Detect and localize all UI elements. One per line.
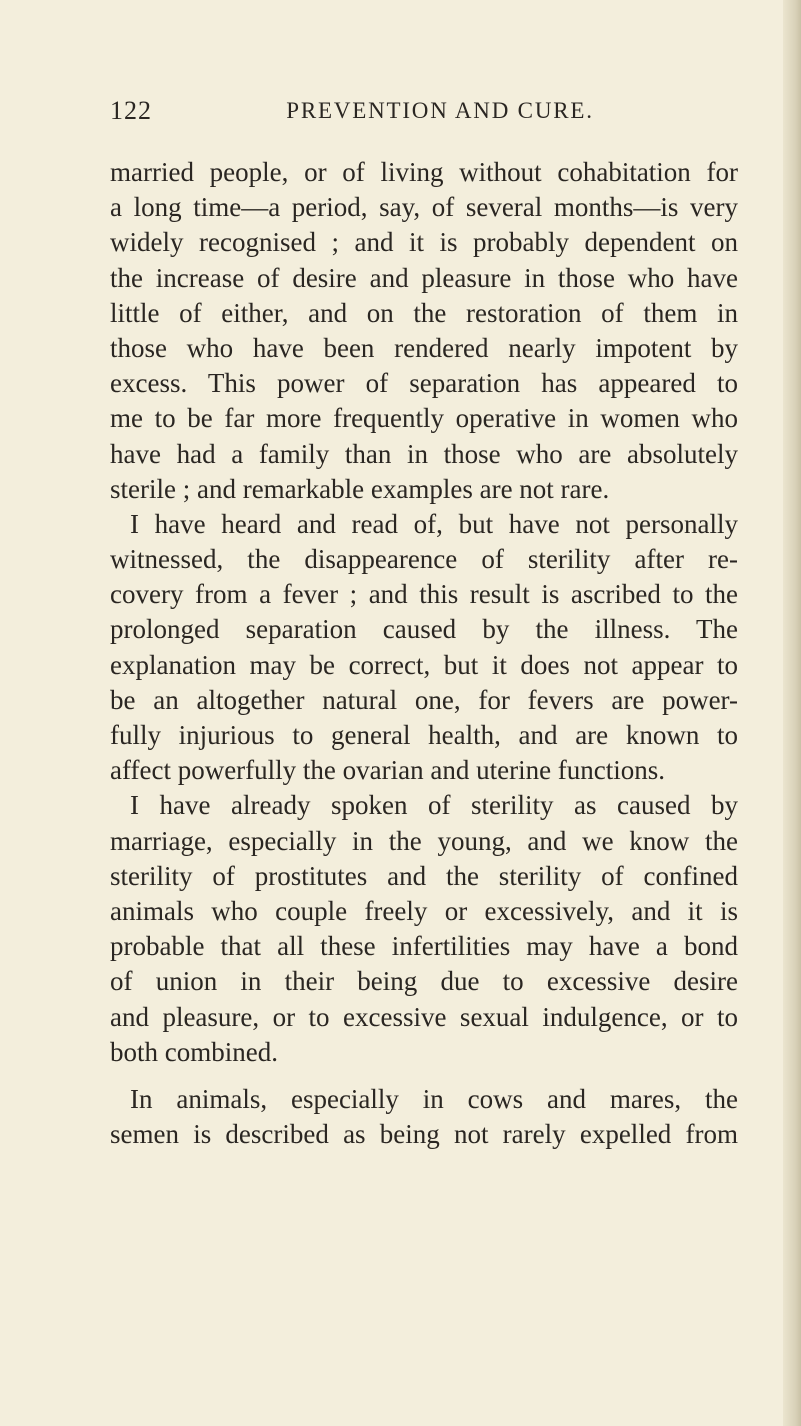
text-line: fully injurious to general health, and are known to	[110, 720, 738, 750]
paragraph-gap	[110, 1070, 738, 1082]
text-line: me to be far more frequently operative in women who	[110, 403, 738, 434]
page-header	[110, 96, 730, 136]
text-line: I have heard and read of, but have not personally	[130, 508, 738, 539]
text-line: widely recognised ; and it is probably dependent on	[110, 227, 738, 258]
text-line: sterility of prostitutes and the sterility of confined	[110, 860, 738, 891]
text-line: affect powerfully the ovarian and uterine functions.	[110, 755, 666, 786]
text-line: both combined.	[110, 1036, 278, 1067]
paragraph-1	[110, 155, 738, 507]
text-line: those who have been rendered nearly impotent by	[110, 332, 738, 363]
text-line: In animals, especially in cows and mares, the	[130, 1083, 738, 1114]
text-line: semen is described as being not rarely expelled from	[110, 1119, 738, 1150]
text-line: the increase of desire and pleasure in those who have	[110, 262, 738, 293]
text-line: little of either, and on the restoration of them in	[110, 297, 738, 328]
text-line: sterile ; and remarkable examples are not rare.	[110, 473, 610, 504]
text-line: a long time—a period, say, of several months—is very	[110, 192, 738, 223]
text-line: prolonged separation caused by the illness. The	[110, 614, 738, 645]
page-edge-shadow	[783, 0, 801, 1426]
text-line: and pleasure, or to excessive sexual indulgence, or to	[110, 1001, 738, 1032]
running-head: PREVENTION AND CURE.	[286, 98, 594, 123]
paragraph-2	[110, 507, 738, 789]
body-text	[110, 155, 738, 1152]
text-line: witnessed, the disappearence of sterility after re-	[110, 544, 738, 575]
text-line: excess. This power of separation has appeared to	[110, 368, 738, 399]
text-line: probable that all these infertilities may have a bond	[110, 931, 738, 962]
paragraph-4	[110, 1082, 738, 1152]
text-line: explanation may be correct, but it does not appear to	[110, 649, 738, 680]
paragraph-3	[110, 788, 738, 1070]
text-line: of union in their being due to excessive desire	[110, 966, 738, 997]
text-line: marriage, especially in the young, and we know the	[110, 825, 738, 856]
text-line: I have already spoken of sterility as caused by	[130, 790, 738, 821]
text-line: covery from a fever ; and this result is ascribed to the	[110, 579, 738, 610]
page-number: 122	[110, 96, 152, 125]
text-line: be an altogether natural one, for fevers are power-	[110, 684, 738, 715]
text-line: animals who couple freely or excessively, and it is	[110, 895, 738, 926]
text-line: married people, or of living without cohabitation for	[110, 157, 738, 187]
text-line: have had a family than in those who are absolutely	[110, 438, 738, 469]
